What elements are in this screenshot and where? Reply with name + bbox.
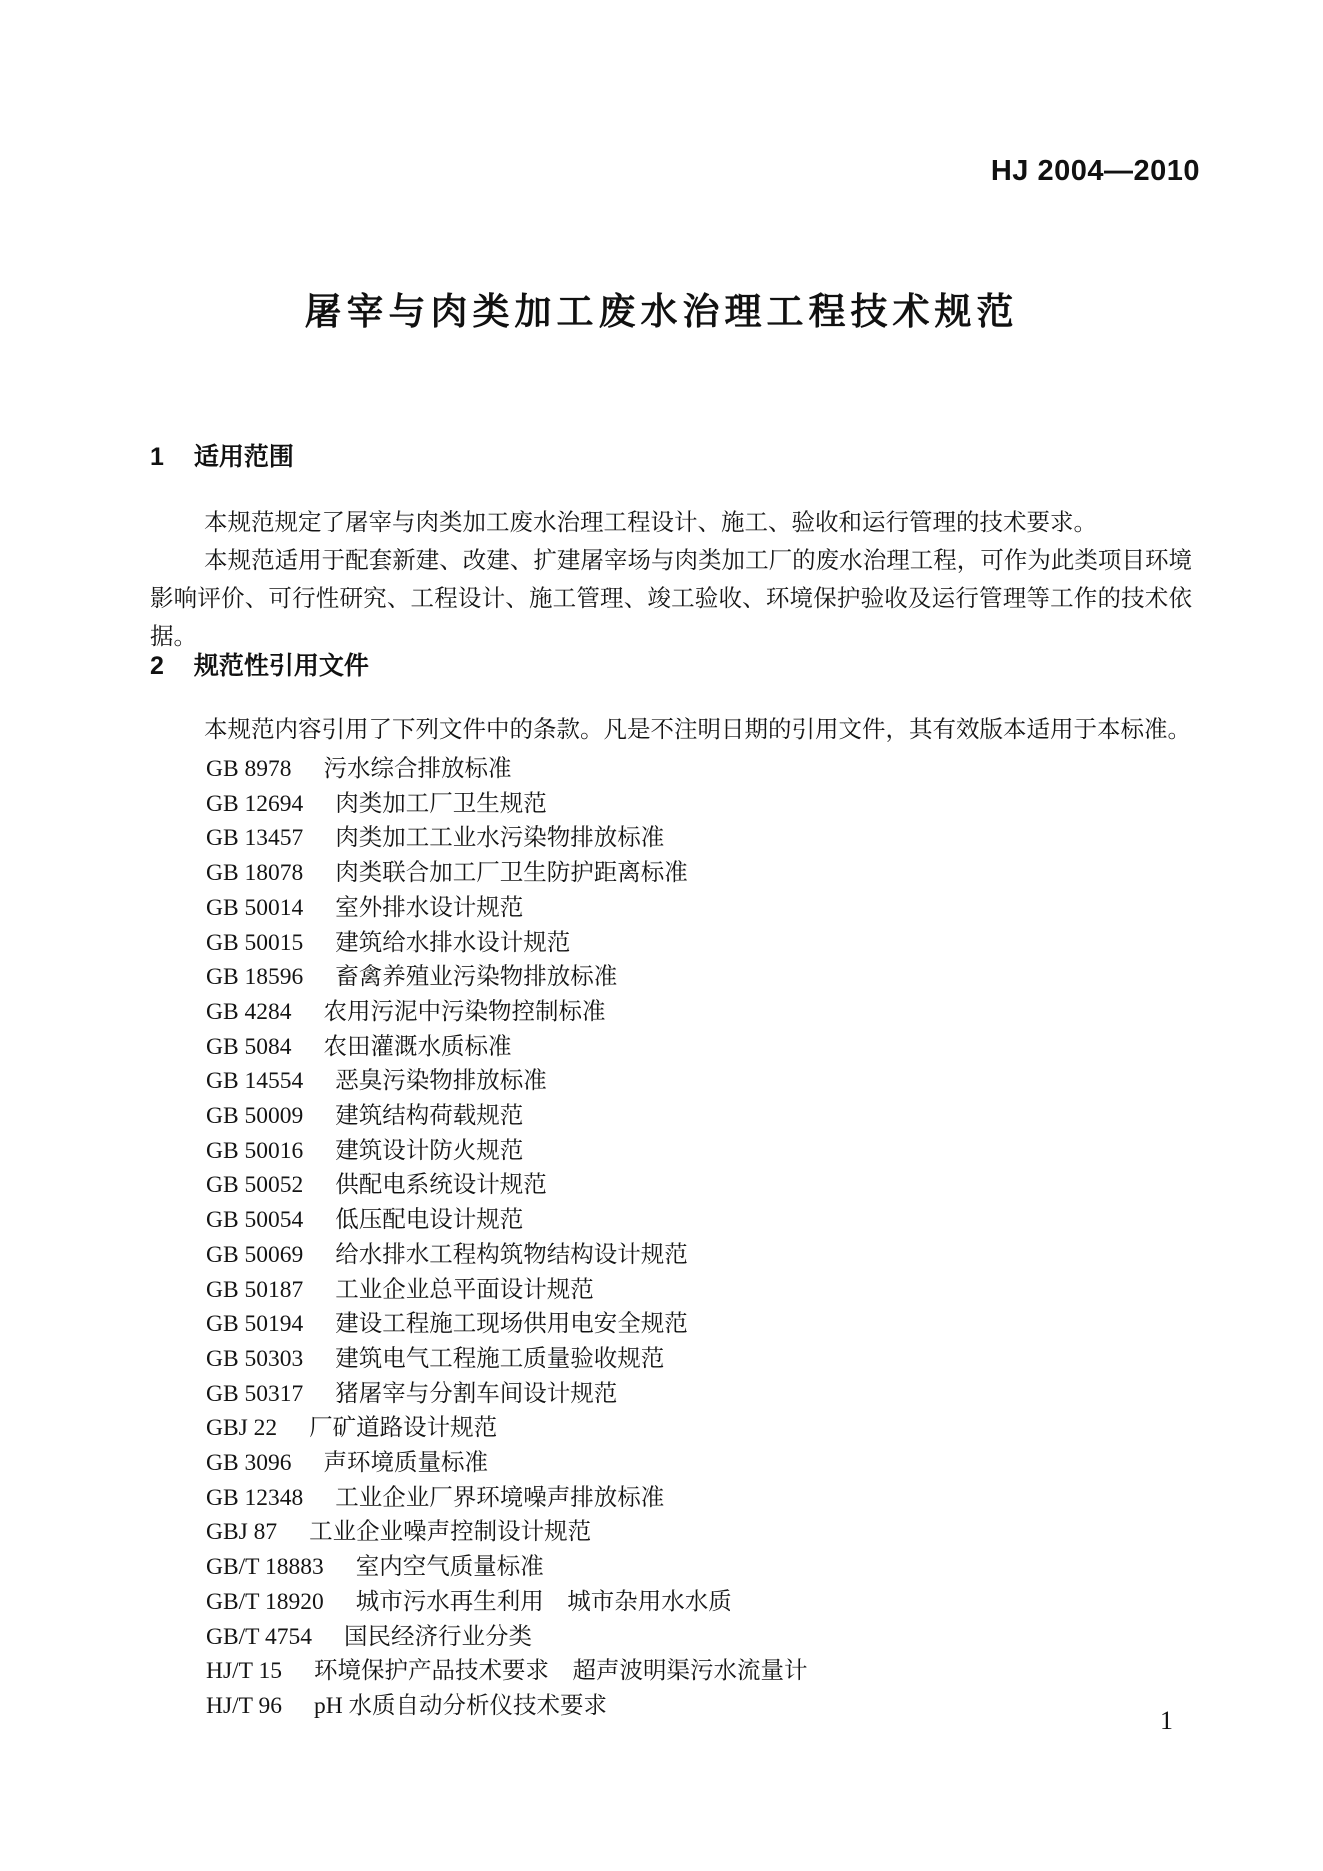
reference-item (206, 1654, 1192, 1689)
reference-code: GB/T 4754 (206, 1623, 312, 1650)
reference-title: 农田灌溉水质标准 (323, 1033, 512, 1060)
reference-title: 国民经济行业分类 (343, 1623, 532, 1650)
reference-list (150, 752, 1192, 1724)
doc-title: 屠宰与肉类加工废水治理工程技术规范 (304, 291, 1019, 332)
section-2-title: 规范性引用文件 (193, 652, 369, 680)
reference-title: 猪屠宰与分割车间设计规范 (335, 1380, 618, 1407)
reference-item (206, 1481, 1192, 1516)
reference-code: GBJ 87 (206, 1519, 278, 1546)
reference-item (206, 1550, 1192, 1585)
references-intro-paragraph: 本规范内容引用了下列文件中的条款。凡是不注明日期的引用文件，其有效版本适用于本标准。 (204, 717, 1192, 743)
reference-code: GB 50014 (206, 894, 304, 921)
reference-title: 低压配电设计规范 (335, 1207, 524, 1234)
reference-item (206, 1377, 1192, 1412)
reference-title: pH 水质自动分析仪技术要求 (313, 1692, 608, 1719)
reference-code: GB 50016 (206, 1137, 304, 1164)
reference-item (206, 926, 1192, 961)
reference-item (206, 752, 1192, 787)
reference-item (206, 787, 1192, 822)
reference-item (206, 1620, 1192, 1655)
reference-item (206, 1307, 1192, 1342)
reference-code: GB/T 18920 (206, 1588, 324, 1615)
section-2-number: 2 (150, 652, 164, 680)
reference-code: HJ/T 15 (206, 1658, 282, 1685)
section-2-heading (150, 646, 369, 682)
scope-paragraph-2: 本规范适用于配套新建、改建、扩建屠宰场与肉类加工厂的废水治理工程，可作为此类项目环境影响评价、可行性研究、工程设计、施工管理、竣工验收、环境保护验收及运行管理等工作的技术依据。 (150, 548, 1192, 650)
reference-item (206, 960, 1192, 995)
reference-code: GB 50194 (206, 1311, 304, 1338)
reference-title: 恶臭污染物排放标准 (335, 1068, 547, 1095)
reference-item (206, 1689, 1192, 1724)
reference-title: 工业企业噪声控制设计规范 (309, 1519, 592, 1546)
reference-item (206, 1168, 1192, 1203)
reference-code: HJ/T 96 (206, 1692, 282, 1719)
reference-code: GB/T 18883 (206, 1554, 324, 1581)
reference-item (206, 1515, 1192, 1550)
reference-code: GB 50054 (206, 1207, 304, 1234)
reference-item (206, 1064, 1192, 1099)
reference-title: 室外排水设计规范 (335, 894, 524, 921)
reference-item (206, 821, 1192, 856)
reference-item (206, 1203, 1192, 1238)
reference-code: GB 50317 (206, 1380, 304, 1407)
reference-title: 厂矿道路设计规范 (309, 1415, 498, 1442)
reference-title: 声环境质量标准 (323, 1450, 489, 1477)
reference-title: 建筑设计防火规范 (335, 1137, 524, 1164)
reference-item (206, 1030, 1192, 1065)
reference-code: GB 3096 (206, 1450, 292, 1477)
reference-title: 环境保护产品技术要求 超声波明渠污水流量计 (313, 1658, 808, 1685)
section-1-body (150, 504, 1192, 656)
reference-title: 建设工程施工现场供用电安全规范 (335, 1311, 688, 1338)
section-2-body (150, 711, 1192, 1724)
reference-code: GB 50052 (206, 1172, 304, 1199)
reference-item (206, 1134, 1192, 1169)
reference-code: GB 18596 (206, 964, 304, 991)
reference-title: 肉类加工工业水污染物排放标准 (335, 825, 665, 852)
reference-title: 污水综合排放标准 (323, 756, 512, 782)
reference-code: GB 8978 (206, 756, 292, 782)
reference-code: GB 50015 (206, 929, 304, 956)
reference-item (206, 856, 1192, 891)
reference-code: GB 50187 (206, 1276, 304, 1303)
reference-title: 城市污水再生利用 城市杂用水水质 (355, 1588, 732, 1615)
reference-code: GB 18078 (206, 860, 304, 887)
reference-item (206, 1238, 1192, 1273)
reference-title: 建筑结构荷载规范 (335, 1103, 524, 1130)
reference-code: GB 50303 (206, 1345, 304, 1372)
reference-item (206, 995, 1192, 1030)
reference-item (206, 891, 1192, 926)
section-1-title: 适用范围 (193, 443, 294, 471)
reference-title: 给水排水工程构筑物结构设计规范 (335, 1241, 688, 1268)
reference-title: 供配电系统设计规范 (335, 1172, 547, 1199)
page-number: 1 (1160, 1706, 1173, 1735)
reference-title: 室内空气质量标准 (355, 1554, 544, 1581)
reference-code: GB 50069 (206, 1241, 304, 1268)
reference-code: GB 5084 (206, 1033, 292, 1060)
reference-title: 肉类加工厂卫生规范 (335, 790, 547, 817)
reference-title: 建筑电气工程施工质量验收规范 (335, 1345, 665, 1372)
reference-code: GB 4284 (206, 998, 292, 1025)
reference-item (206, 1446, 1192, 1481)
section-1-number: 1 (150, 443, 164, 471)
reference-title: 肉类联合加工厂卫生防护距离标准 (335, 860, 688, 887)
doc-code-header: HJ 2004—2010 (990, 155, 1200, 187)
reference-item (206, 1411, 1192, 1446)
reference-title: 建筑给水排水设计规范 (335, 929, 571, 956)
reference-title: 畜禽养殖业污染物排放标准 (335, 964, 618, 991)
reference-item (206, 1342, 1192, 1377)
reference-code: GBJ 22 (206, 1415, 278, 1442)
reference-code: GB 50009 (206, 1103, 304, 1130)
reference-title: 工业企业总平面设计规范 (335, 1276, 594, 1303)
reference-title: 工业企业厂界环境噪声排放标准 (335, 1484, 665, 1511)
reference-code: GB 13457 (206, 825, 304, 852)
reference-code: GB 12348 (206, 1484, 304, 1511)
scope-paragraph-1: 本规范规定了屠宰与肉类加工废水治理工程设计、施工、验收和运行管理的技术要求。 (204, 510, 1098, 536)
reference-code: GB 14554 (206, 1068, 304, 1095)
reference-item (206, 1099, 1192, 1134)
reference-item (206, 1273, 1192, 1308)
reference-item (206, 1585, 1192, 1620)
section-1-heading (150, 437, 294, 473)
reference-title: 农用污泥中污染物控制标准 (323, 998, 606, 1025)
reference-code: GB 12694 (206, 790, 304, 817)
